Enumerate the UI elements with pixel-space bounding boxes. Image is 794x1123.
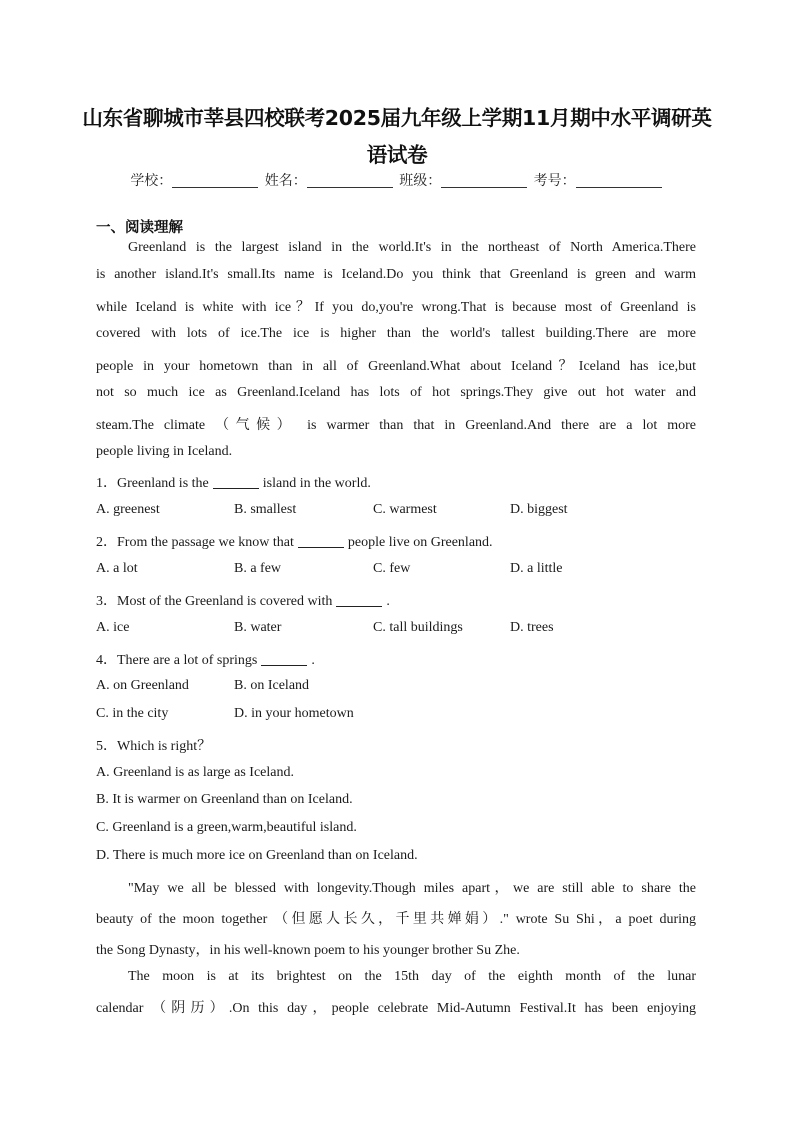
question-stem: 3．Most of the Greenland is covered with [96,594,333,609]
passage1-line: steam.The climate （气候） is warmer than that in Greenland.And there are a lot more [96,418,696,433]
answer-blank [298,535,344,548]
question-stem-end: island in the world. [262,476,371,491]
option-b[interactable]: B. It is warmer on Greenland than on Iceland. [96,792,353,807]
option-c[interactable]: C. warmest [373,502,437,517]
option-d[interactable]: D. trees [510,620,554,635]
question-stem: 2．From the passage we know that [96,535,294,550]
answer-blank [336,594,382,607]
passage2-line: The moon is at its brightest on the 15th day of the eighth month of the lunar [128,969,696,984]
passage2-line: "May we all be blessed with longevity.Though miles apart，we are still able to share the [128,881,696,896]
section-heading: 一、阅读理解 [96,220,183,236]
option-a[interactable]: A. greenest [96,502,160,517]
question-5 [96,735,696,755]
option-d[interactable]: D. in your hometown [234,706,354,721]
option-a[interactable]: A. Greenland is as large as Iceland. [96,765,294,780]
option-c[interactable]: C. tall buildings [373,620,463,635]
class-label: 班级： [399,173,442,189]
option-b[interactable]: B. on Iceland [234,678,310,693]
name-field[interactable] [307,173,393,188]
question-3 [96,590,696,610]
option-d[interactable]: D. biggest [510,502,568,517]
option-c[interactable]: C. in the city [96,706,169,721]
option-a[interactable]: A. ice [96,620,130,635]
passage2-line: beauty of the moon together （但愿人长久，千里共婵娟）." wrote Su Shi，a poet during [96,912,696,927]
passage2-line: the Song Dynasty，in his well-known poem to his younger brother Su Zhe. [96,943,520,958]
answer-blank [261,653,307,666]
option-b[interactable]: B. smallest [234,502,297,517]
question-stem: 5．Which is right？ [96,739,212,754]
question-stem: 4．There are a lot of springs [96,653,258,668]
school-field[interactable] [172,173,258,188]
passage1-line: covered with lots of ice.The ice is higher than the world's tallest building.There are more [96,326,696,341]
option-d[interactable]: D. There is much more ice on Greenland than on Iceland. [96,848,418,863]
exam-title-line-1: 山东省聊城市莘县四校联考2025届九年级上学期11月期中水平调研英 [82,106,712,130]
school-label: 学校： [130,173,173,189]
question-stem-end: people live on Greenland. [347,535,493,550]
option-c[interactable]: C. Greenland is a green,warm,beautiful island. [96,820,357,835]
option-c[interactable]: C. few [373,561,411,576]
class-field[interactable] [441,173,527,188]
passage2-line: calendar （阴历）.On this day，people celebrate Mid-Autumn Festival.It has been enjoying [96,1001,696,1016]
question-4 [96,649,696,669]
passage1-line: while Iceland is white with ice？If you do,you're wrong.That is because most of Greenland is [96,300,696,315]
passage1-line: is another island.It's small.Its name is Iceland.Do you think that Greenland is green and warm [96,267,696,282]
exam-title-line-2: 语试卷 [366,143,428,167]
question-stem-end: . [386,594,390,609]
option-b[interactable]: B. water [234,620,282,635]
passage1-line: Greenland is the largest island in the world.It's in the northeast of North America.There [128,240,696,255]
exam-number-field[interactable] [576,173,662,188]
question-1 [96,472,696,492]
name-label: 姓名： [264,173,307,189]
question-2 [96,531,696,551]
answer-blank [213,476,259,489]
passage1-line: not so much ice as Greenland.Iceland has lots of hot springs.They give out hot water and [96,385,696,400]
passage1-line: people living in Iceland. [96,444,233,459]
exam-number-label: 考号： [533,173,576,189]
option-b[interactable]: B. a few [234,561,282,576]
option-d[interactable]: D. a little [510,561,563,576]
option-a[interactable]: A. on Greenland [96,678,189,693]
student-info-row [0,170,794,190]
passage1-line: people in your hometown than in all of Greenland.What about Iceland？Iceland has ice,but [96,359,696,374]
question-stem: 1．Greenland is the [96,476,209,491]
question-stem-end: . [311,653,315,668]
option-a[interactable]: A. a lot [96,561,138,576]
